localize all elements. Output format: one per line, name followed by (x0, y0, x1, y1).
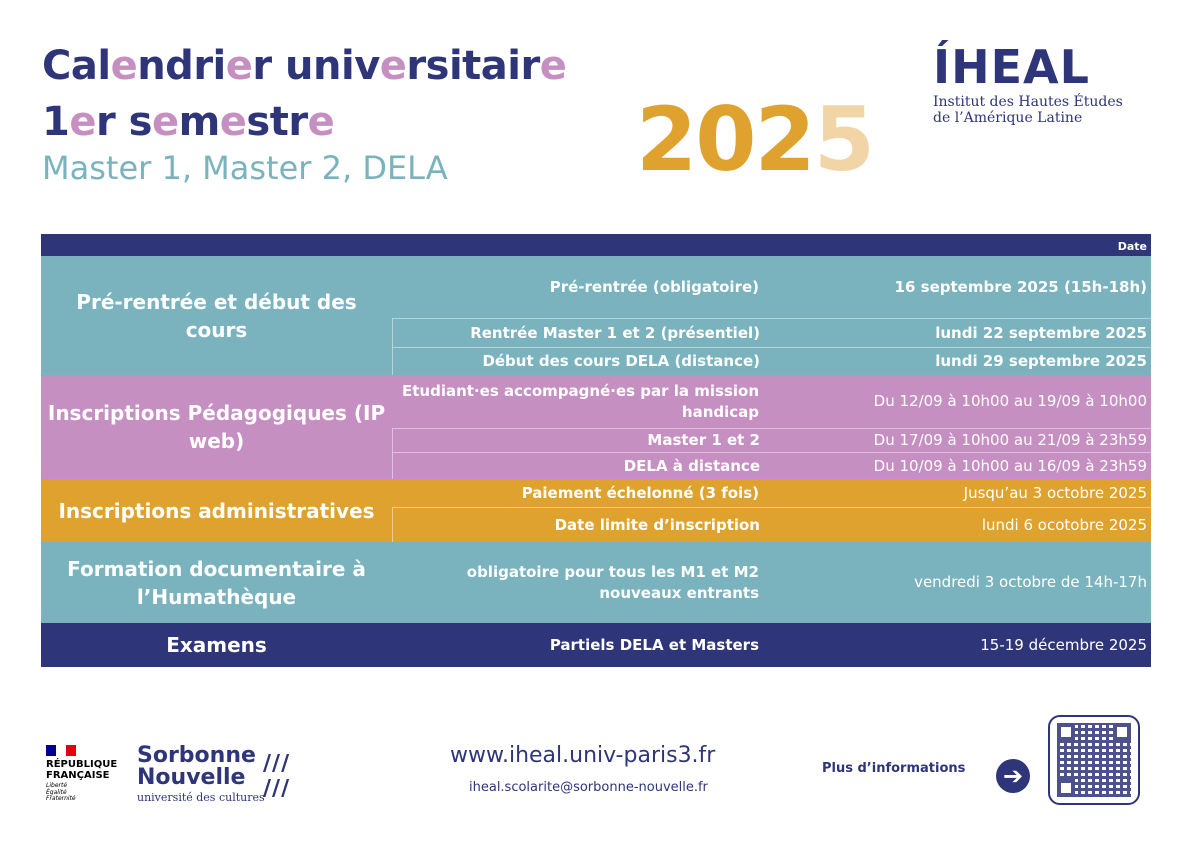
activity-cell: Pré-rentrée (obligatoire) (549, 277, 759, 296)
date-cell: Du 17/09 à 10h00 au 21/09 à 23h59 (873, 431, 1147, 450)
activity-cell: Master 1 et 2 (647, 431, 760, 450)
french-flag-icon (46, 745, 76, 756)
title-fragment: rsitair (406, 43, 540, 89)
activity-cell: Paiement échelonné (3 fois) (521, 483, 759, 502)
table-row (392, 507, 1151, 542)
title-fragment: ndri (137, 43, 226, 89)
date-cell: Du 10/09 à 10h00 au 16/09 à 23h59 (873, 456, 1147, 475)
activity-cell: obligatoire pour tous les M1 et M2 nouveaux entrants (466, 563, 759, 602)
title-fragment: str (246, 99, 308, 145)
section-label: Formation documentaire à l’Humathèque (67, 556, 366, 609)
rf-motto (46, 783, 117, 803)
activity-cell: Début des cours DELA (distance) (482, 352, 760, 371)
logo-mark: ÍHEAL (933, 40, 1090, 94)
title-fragment: e (219, 99, 247, 145)
title-fragment: e (151, 99, 179, 145)
table-section (41, 375, 1151, 479)
sn-bars-icon: ∕∕∕ ∕∕∕ (263, 751, 291, 801)
more-info-label: Plus d’informations (822, 761, 966, 776)
table-body (41, 256, 1151, 667)
subtitle: Master 1, Master 2, DELA (42, 149, 448, 187)
rf-motto-1: Liberté (46, 782, 68, 789)
logo-line-2: de l’Amérique Latine (933, 110, 1083, 127)
table-row (392, 375, 1151, 428)
republique-francaise-logo (46, 745, 117, 803)
rf-motto-3: Fraternité (46, 795, 76, 803)
activity-cell: Etudiant·es accompagné·es par la mission handicap (402, 382, 759, 421)
title-fragment: Cal (42, 43, 111, 89)
arrow-right-icon: ➔ (996, 759, 1030, 793)
table-section (41, 479, 1151, 542)
title-fragment: e (307, 99, 335, 145)
section-label: Examens (166, 633, 267, 657)
sorbonne-nouvelle-logo (137, 743, 291, 804)
activity-cell: Rentrée Master 1 et 2 (présentiel) (470, 323, 760, 342)
title-fragment: m (178, 99, 220, 145)
date-cell: lundi 6 ocotobre 2025 (981, 515, 1147, 534)
rf-line-1: RÉPUBLIQUE (46, 759, 118, 770)
sn-line-2: Nouvelle (137, 765, 246, 790)
title-fragment: e (379, 43, 407, 89)
table-section (41, 623, 1151, 667)
rf-line-2: FRANÇAISE (46, 770, 110, 781)
title-fragment: r univ (252, 43, 380, 89)
title-fragment: e (539, 43, 567, 89)
title-fragment: r s (95, 99, 152, 145)
section-label: Inscriptions Pédagogiques (IP web) (47, 401, 386, 453)
title-fragment: 1 (42, 99, 70, 145)
rf-text (46, 759, 117, 781)
activity-cell: Partiels DELA et Masters (549, 635, 759, 654)
year (636, 88, 873, 191)
title-fragment: e (69, 99, 96, 145)
sn-line-1: Sorbonne (137, 743, 256, 768)
year-part-2: 5 (813, 88, 873, 191)
section-label: Inscriptions administratives (58, 498, 375, 523)
date-cell: 16 septembre 2025 (15h-18h) (894, 277, 1147, 296)
rf-motto-2: Égalité (46, 788, 67, 796)
header-date: Date (1117, 240, 1147, 253)
website-link[interactable]: www.iheal.univ-paris3.fr (450, 743, 716, 768)
year-part-1: 202 (636, 88, 814, 191)
qr-code[interactable] (1048, 715, 1140, 805)
title-fragment: e (110, 43, 138, 89)
title-fragment: e (225, 43, 253, 89)
calendar-table (41, 234, 1151, 667)
table-row (392, 623, 1151, 667)
activity-cell: DELA à distance (623, 456, 760, 475)
email-link[interactable]: iheal.scolarite@sorbonne-nouvelle.fr (469, 780, 708, 795)
qr-code-icon (1057, 723, 1131, 797)
date-cell: Du 12/09 à 10h00 au 19/09 à 10h00 (873, 392, 1147, 411)
logo-line-1: Institut des Hautes Études (933, 94, 1123, 110)
activity-cell: Date limite d’inscription (554, 515, 760, 534)
table-section (41, 256, 1151, 375)
table-row (392, 428, 1151, 452)
section-label: Pré-rentrée et début des cours (76, 289, 357, 342)
logo-subtitle (933, 94, 1153, 126)
date-cell: lundi 22 septembre 2025 (935, 323, 1147, 342)
table-header (41, 234, 1151, 256)
table-row (392, 256, 1151, 318)
table-row (392, 542, 1151, 623)
date-cell: lundi 29 septembre 2025 (935, 352, 1147, 371)
table-row (392, 479, 1151, 507)
table-row (392, 452, 1151, 479)
date-cell: Jusqu’au 3 octobre 2025 (963, 483, 1147, 502)
date-cell: 15-19 décembre 2025 (980, 635, 1147, 654)
sn-subtitle: université des cultures (137, 791, 265, 804)
table-section (41, 542, 1151, 623)
date-cell: vendredi 3 octobre de 14h-17h (914, 573, 1147, 592)
title-line-2 (42, 99, 335, 145)
iheal-logo (933, 40, 1153, 127)
table-row (392, 318, 1151, 347)
table-row (392, 347, 1151, 375)
title-line-1 (42, 43, 567, 89)
